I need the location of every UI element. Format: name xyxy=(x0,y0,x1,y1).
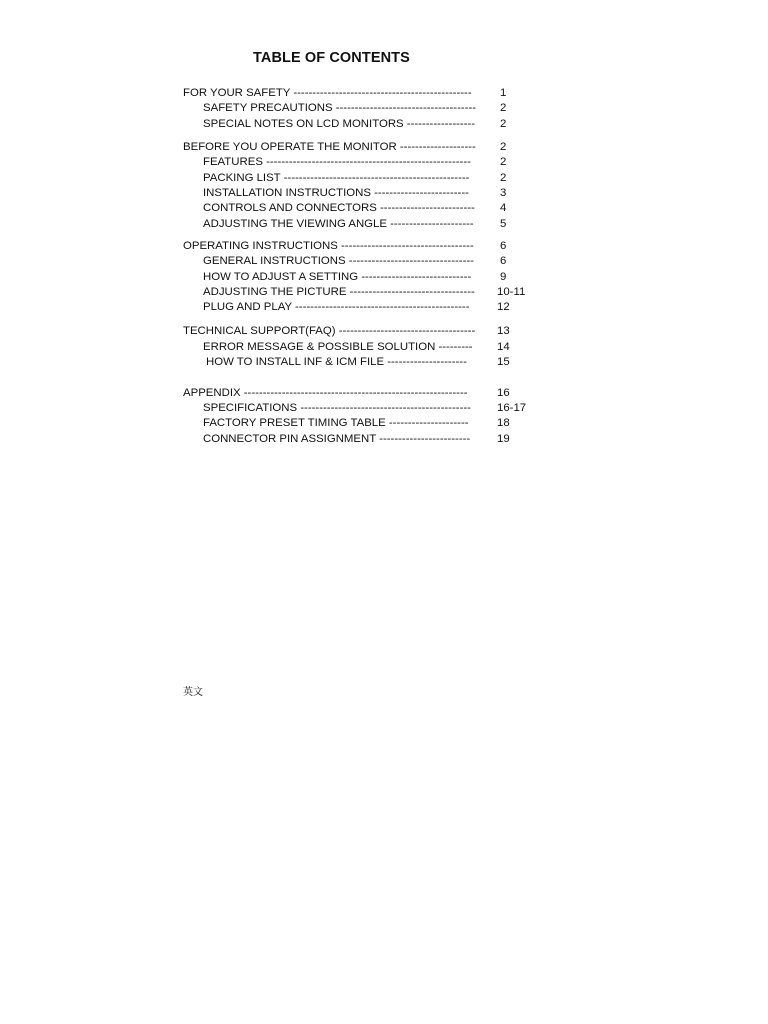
toc-page-number: 19 xyxy=(497,433,510,445)
toc-page-number: 5 xyxy=(500,218,507,230)
toc-entry-label: SPECIAL NOTES ON LCD MONITORS ------------------ xyxy=(203,118,476,130)
toc-page-number: 15 xyxy=(497,356,510,368)
toc-entry-label: GENERAL INSTRUCTIONS --------------------------------- xyxy=(203,255,474,267)
toc-entry-label: ERROR MESSAGE & POSSIBLE SOLUTION --------- xyxy=(203,341,473,353)
toc-page-number: 2 xyxy=(500,102,507,114)
toc-entry-label: HOW TO ADJUST A SETTING ----------------------------- xyxy=(203,271,472,283)
toc-page-number: 18 xyxy=(497,417,510,429)
toc-page-number: 16 xyxy=(497,387,510,399)
toc-page-number: 3 xyxy=(500,187,507,199)
toc-page-number: 10-11 xyxy=(497,286,526,298)
toc-page-number: 9 xyxy=(500,271,507,283)
toc-entry-label: FOR YOUR SAFETY ----------------------------------------------- xyxy=(183,87,472,99)
toc-entry-label: CONNECTOR PIN ASSIGNMENT ------------------------ xyxy=(203,433,471,445)
toc-entry-label: SAFETY PRECAUTIONS ------------------------------------- xyxy=(203,102,477,114)
footer-language-mark: 英文 xyxy=(183,687,203,698)
toc-entry-label: CONTROLS AND CONNECTORS ------------------------- xyxy=(203,202,475,214)
toc-page-number: 2 xyxy=(500,156,507,168)
toc-page-number: 12 xyxy=(497,301,510,313)
toc-page-number: 16-17 xyxy=(497,402,527,414)
toc-page-number: 13 xyxy=(497,325,510,337)
toc-entry-label: HOW TO INSTALL INF & ICM FILE --------------------- xyxy=(206,356,467,368)
toc-entry-label: BEFORE YOU OPERATE THE MONITOR -------------------- xyxy=(183,141,476,153)
toc-entry-label: FACTORY PRESET TIMING TABLE --------------------- xyxy=(203,417,469,429)
toc-entry-label: SPECIFICATIONS --------------------------------------------- xyxy=(203,402,471,414)
page-title: TABLE OF CONTENTS xyxy=(253,50,410,66)
toc-entry-label: APPENDIX ----------------------------------------------------------- xyxy=(183,387,468,399)
toc-entry-label: PLUG AND PLAY ---------------------------------------------- xyxy=(203,301,470,313)
toc-entry-label: INSTALLATION INSTRUCTIONS ------------------------- xyxy=(203,187,469,199)
toc-entry-label: TECHNICAL SUPPORT(FAQ) ------------------------------------ xyxy=(183,325,476,337)
toc-page-number: 2 xyxy=(500,141,507,153)
toc-page-number: 14 xyxy=(497,341,510,353)
toc-entry-label: PACKING LIST ------------------------------------------------- xyxy=(203,172,470,184)
toc-page-number: 4 xyxy=(500,202,507,214)
toc-page-number: 6 xyxy=(500,240,507,252)
toc-page-number: 1 xyxy=(500,87,507,99)
toc-page-number: 6 xyxy=(500,255,507,267)
toc-entry-label: ADJUSTING THE PICTURE --------------------------------- xyxy=(203,286,475,298)
toc-entry-label: OPERATING INSTRUCTIONS ----------------------------------- xyxy=(183,240,474,252)
toc-entry-label: FEATURES ------------------------------------------------------ xyxy=(203,156,471,168)
toc-page-number: 2 xyxy=(500,172,507,184)
toc-page-number: 2 xyxy=(500,118,507,130)
toc-entry-label: ADJUSTING THE VIEWING ANGLE ---------------------- xyxy=(203,218,474,230)
